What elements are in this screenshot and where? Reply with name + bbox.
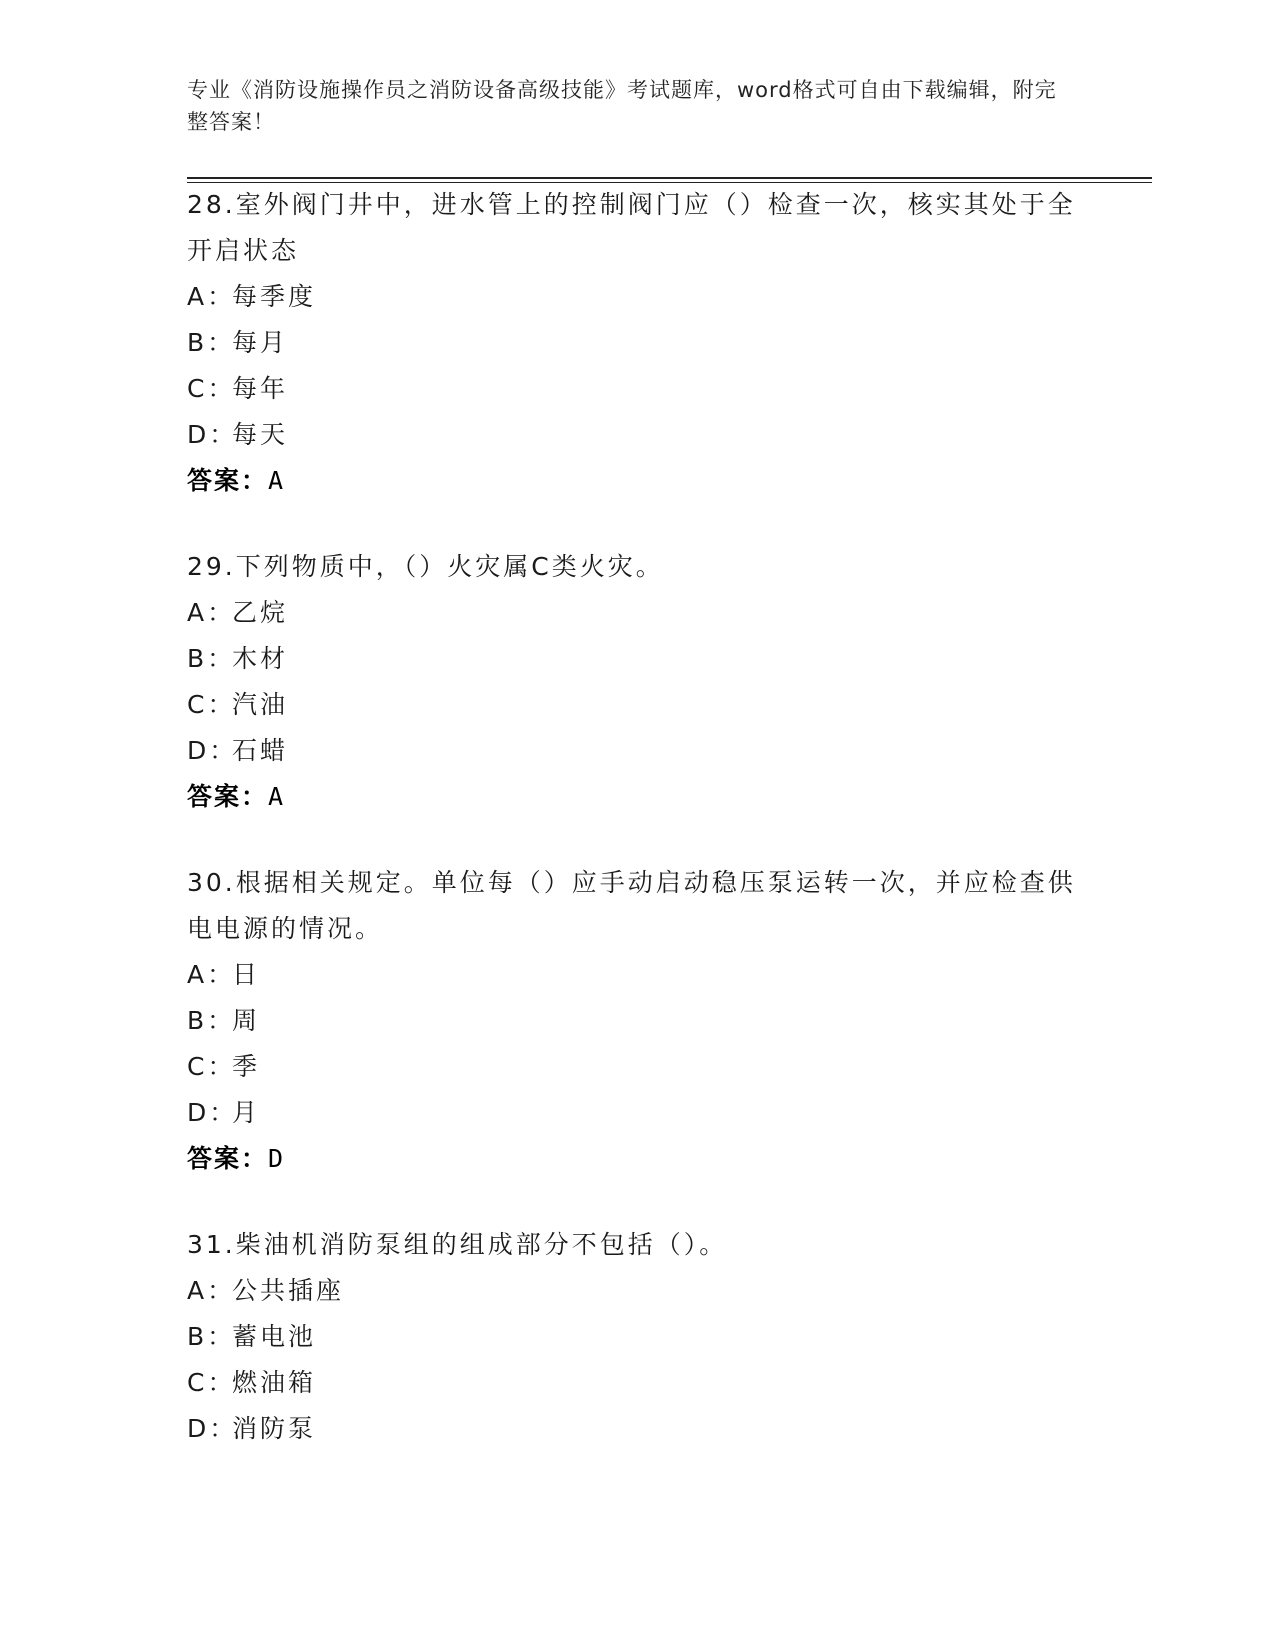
answer <box>187 458 1077 504</box>
option-text: 汽油 <box>232 690 289 719</box>
option-text: 每季度 <box>232 282 317 311</box>
option-key: B： <box>187 644 236 673</box>
option-d <box>187 1090 1077 1136</box>
question-31 <box>187 1222 1077 1452</box>
option-text: 乙烷 <box>232 598 289 627</box>
question-28 <box>187 182 1077 504</box>
option-key: C： <box>187 690 236 719</box>
question-stem: 31.柴油机消防泵组的组成部分不包括（）。 <box>187 1230 728 1259</box>
option-key: D： <box>187 420 238 449</box>
option-b <box>187 636 1077 682</box>
question-stem: 28.室外阀门井中，进水管上的控制阀门应（）检查一次，核实其处于全开启状态 <box>187 190 1076 265</box>
option-d <box>187 728 1077 774</box>
option-text: 燃油箱 <box>232 1368 317 1397</box>
option-d <box>187 1406 1077 1452</box>
answer-label: 答案： <box>187 782 269 811</box>
option-key: A： <box>187 1276 236 1305</box>
option-c <box>187 682 1077 728</box>
option-key: C： <box>187 1052 236 1081</box>
option-key: C： <box>187 374 236 403</box>
answer-value: A <box>268 466 286 495</box>
answer <box>187 774 1077 820</box>
option-key: B： <box>187 1322 236 1351</box>
option-key: A： <box>187 282 236 311</box>
option-key: A： <box>187 598 236 627</box>
option-c <box>187 1360 1077 1406</box>
header-divider-thick <box>187 177 1152 179</box>
question-30 <box>187 860 1077 1182</box>
option-text: 周 <box>232 1006 261 1035</box>
option-text: 日 <box>232 960 261 989</box>
option-key: D： <box>187 1414 238 1443</box>
option-text: 每年 <box>232 374 289 403</box>
option-b <box>187 320 1077 366</box>
option-key: D： <box>187 1098 238 1127</box>
option-text: 季 <box>232 1052 261 1081</box>
option-b <box>187 998 1077 1044</box>
question-29 <box>187 544 1077 820</box>
option-key: A： <box>187 960 236 989</box>
option-key: B： <box>187 1006 236 1035</box>
option-a <box>187 590 1077 636</box>
answer-label: 答案： <box>187 1144 269 1173</box>
option-text: 石蜡 <box>232 736 289 765</box>
option-text: 木材 <box>232 644 289 673</box>
question-stem: 30.根据相关规定。单位每（）应手动启动稳压泵运转一次，并应检查供电电源的情况。 <box>187 868 1076 943</box>
option-text: 消防泵 <box>232 1414 317 1443</box>
option-text: 蓄电池 <box>232 1322 317 1351</box>
option-d <box>187 412 1077 458</box>
answer-label: 答案： <box>187 466 269 495</box>
answer-value: D <box>268 1144 286 1173</box>
option-key: C： <box>187 1368 236 1397</box>
option-key: D： <box>187 736 238 765</box>
answer-value: A <box>268 782 286 811</box>
option-text: 月 <box>232 1098 261 1127</box>
option-key: B： <box>187 328 236 357</box>
option-b <box>187 1314 1077 1360</box>
option-a <box>187 274 1077 320</box>
option-c <box>187 366 1077 412</box>
option-text: 每月 <box>232 328 289 357</box>
document-intro: 专业《消防设施操作员之消防设备高级技能》考试题库，word格式可自由下载编辑，附完整答案！ <box>187 78 1057 134</box>
option-a <box>187 1268 1077 1314</box>
option-c <box>187 1044 1077 1090</box>
option-text: 每天 <box>232 420 289 449</box>
question-stem: 29.下列物质中，（）火灾属C类火灾。 <box>187 552 664 581</box>
option-text: 公共插座 <box>232 1276 345 1305</box>
answer <box>187 1136 1077 1182</box>
option-a <box>187 952 1077 998</box>
